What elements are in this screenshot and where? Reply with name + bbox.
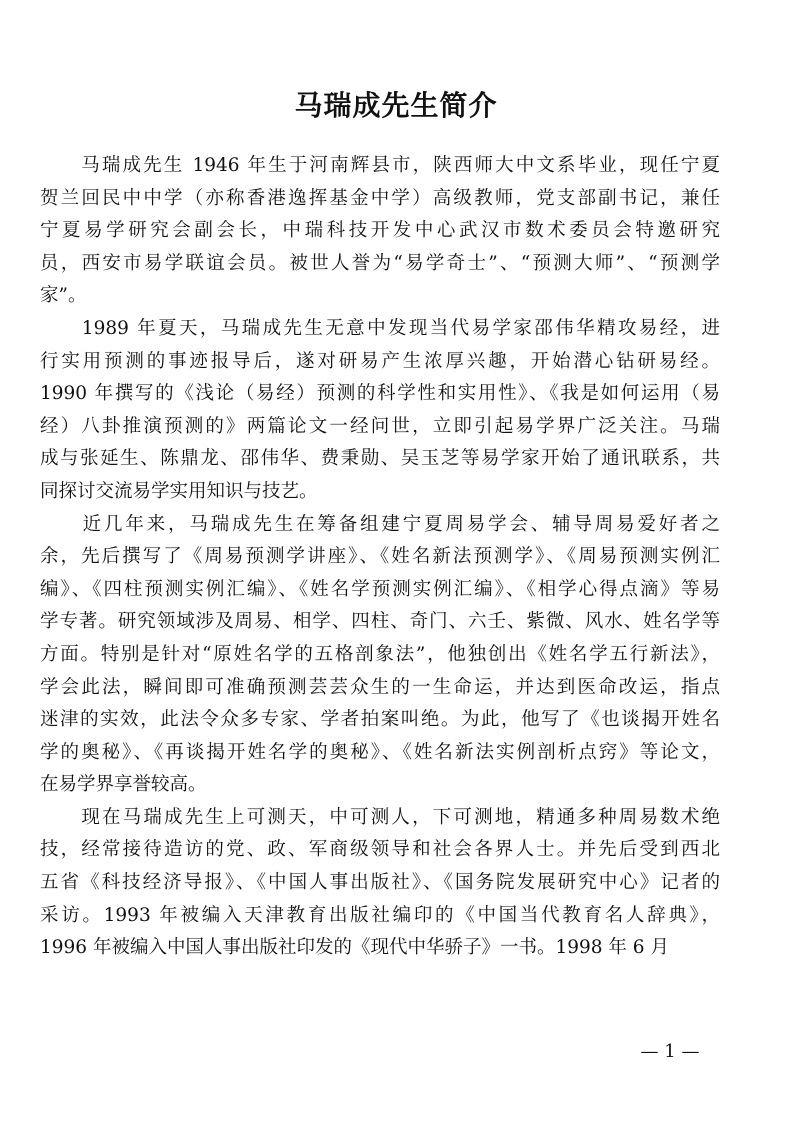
text-line: 宁夏易学研究会副会长，中瑞科技开发中心武汉市数术委员会特邀研究: [40, 220, 720, 242]
text-line: 余，先后撰写了《周易预测学讲座》、《姓名新法预测学》、《周易预测实例汇: [40, 546, 720, 568]
text-line: 编》、《四柱预测实例汇编》、《姓名学预测实例汇编》、《相学心得点滴》等易: [40, 578, 720, 600]
text-line: 行实用预测的事迹报导后，遂对研易产生浓厚兴趣，开始潜心钻研易经。: [40, 350, 720, 372]
text-line: 迷津的实效，此法令众多专家、学者拍案叫绝。为此，他写了《也谈揭开姓名: [40, 709, 720, 731]
text-line: 1996 年被编入中国人事出版社印发的《现代中华骄子》一书。1998 年 6 月: [40, 937, 669, 959]
text-line: 在易学界享誉较高。: [40, 774, 207, 796]
paragraph: [40, 150, 720, 313]
paragraph: [40, 313, 720, 509]
text-line: 采访。1993 年被编入天津教育出版社编印的《中国当代教育名人辞典》，: [40, 904, 720, 926]
text-line: 贺兰回民中中学（亦称香港逸挥基金中学）高级教师，党支部副书记，兼任: [40, 187, 720, 209]
text-line: 成与张延生、陈鼎龙、邵伟华、费秉勋、吴玉芝等易学家开始了通讯联系，共: [40, 448, 720, 470]
text-line: 学的奥秘》、《再谈揭开姓名学的奥秘》、《姓名新法实例剖析点窍》等论文，: [40, 741, 720, 763]
body-text: [40, 150, 720, 965]
text-line: 员，西安市易学联谊会员。被世人誉为“易学奇士”、“预测大师”、“预测学: [40, 252, 720, 274]
text-line: 1990 年撰写的《浅论（易经）预测的科学性和实用性》、《我是如何运用（易: [40, 383, 720, 405]
text-line: 学会此法，瞬间即可准确预测芸芸众生的一生命运，并达到医命改运，指点: [40, 676, 720, 698]
text-line: 五省《科技经济导报》、《中国人事出版社》、《国务院发展研究中心》记者的: [40, 872, 720, 894]
text-line: 马瑞成先生 1946 年生于河南辉县市，陕西师大中文系毕业，现任宁夏: [40, 155, 720, 176]
text-line: 1989 年夏天，马瑞成先生无意中发现当代易学家邵伟华精攻易经，进: [40, 317, 720, 339]
page-number: — 1 —: [640, 1041, 700, 1062]
text-line: 家”。: [40, 285, 87, 307]
text-line: 方面。特别是针对“原姓名学的五格剖象法”，他独创出《姓名学五行新法》，: [40, 643, 720, 665]
text-line: 技，经常接待造访的党、政、军商级领导和社会各界人士。并先后受到西北: [40, 839, 720, 861]
text-line: 学专著。研究领域涉及周易、相学、四柱、奇门、六壬、紫微、风水、姓名学等: [40, 611, 720, 633]
text-line: 同探讨交流易学实用知识与技艺。: [40, 480, 318, 502]
text-line: 近几年来，马瑞成先生在筹备组建宁夏周易学会、辅导周易爱好者之: [40, 513, 720, 535]
page-title: 马瑞成先生简介: [294, 89, 498, 122]
paragraph: [40, 802, 720, 965]
text-line: 现在马瑞成先生上可测天，中可测人，下可测地，精通多种周易数术绝: [40, 806, 720, 828]
paragraph: [40, 509, 720, 802]
text-line: 经）八卦推演预测的》两篇论文一经问世，立即引起易学界广泛关注。马瑞: [40, 415, 720, 437]
